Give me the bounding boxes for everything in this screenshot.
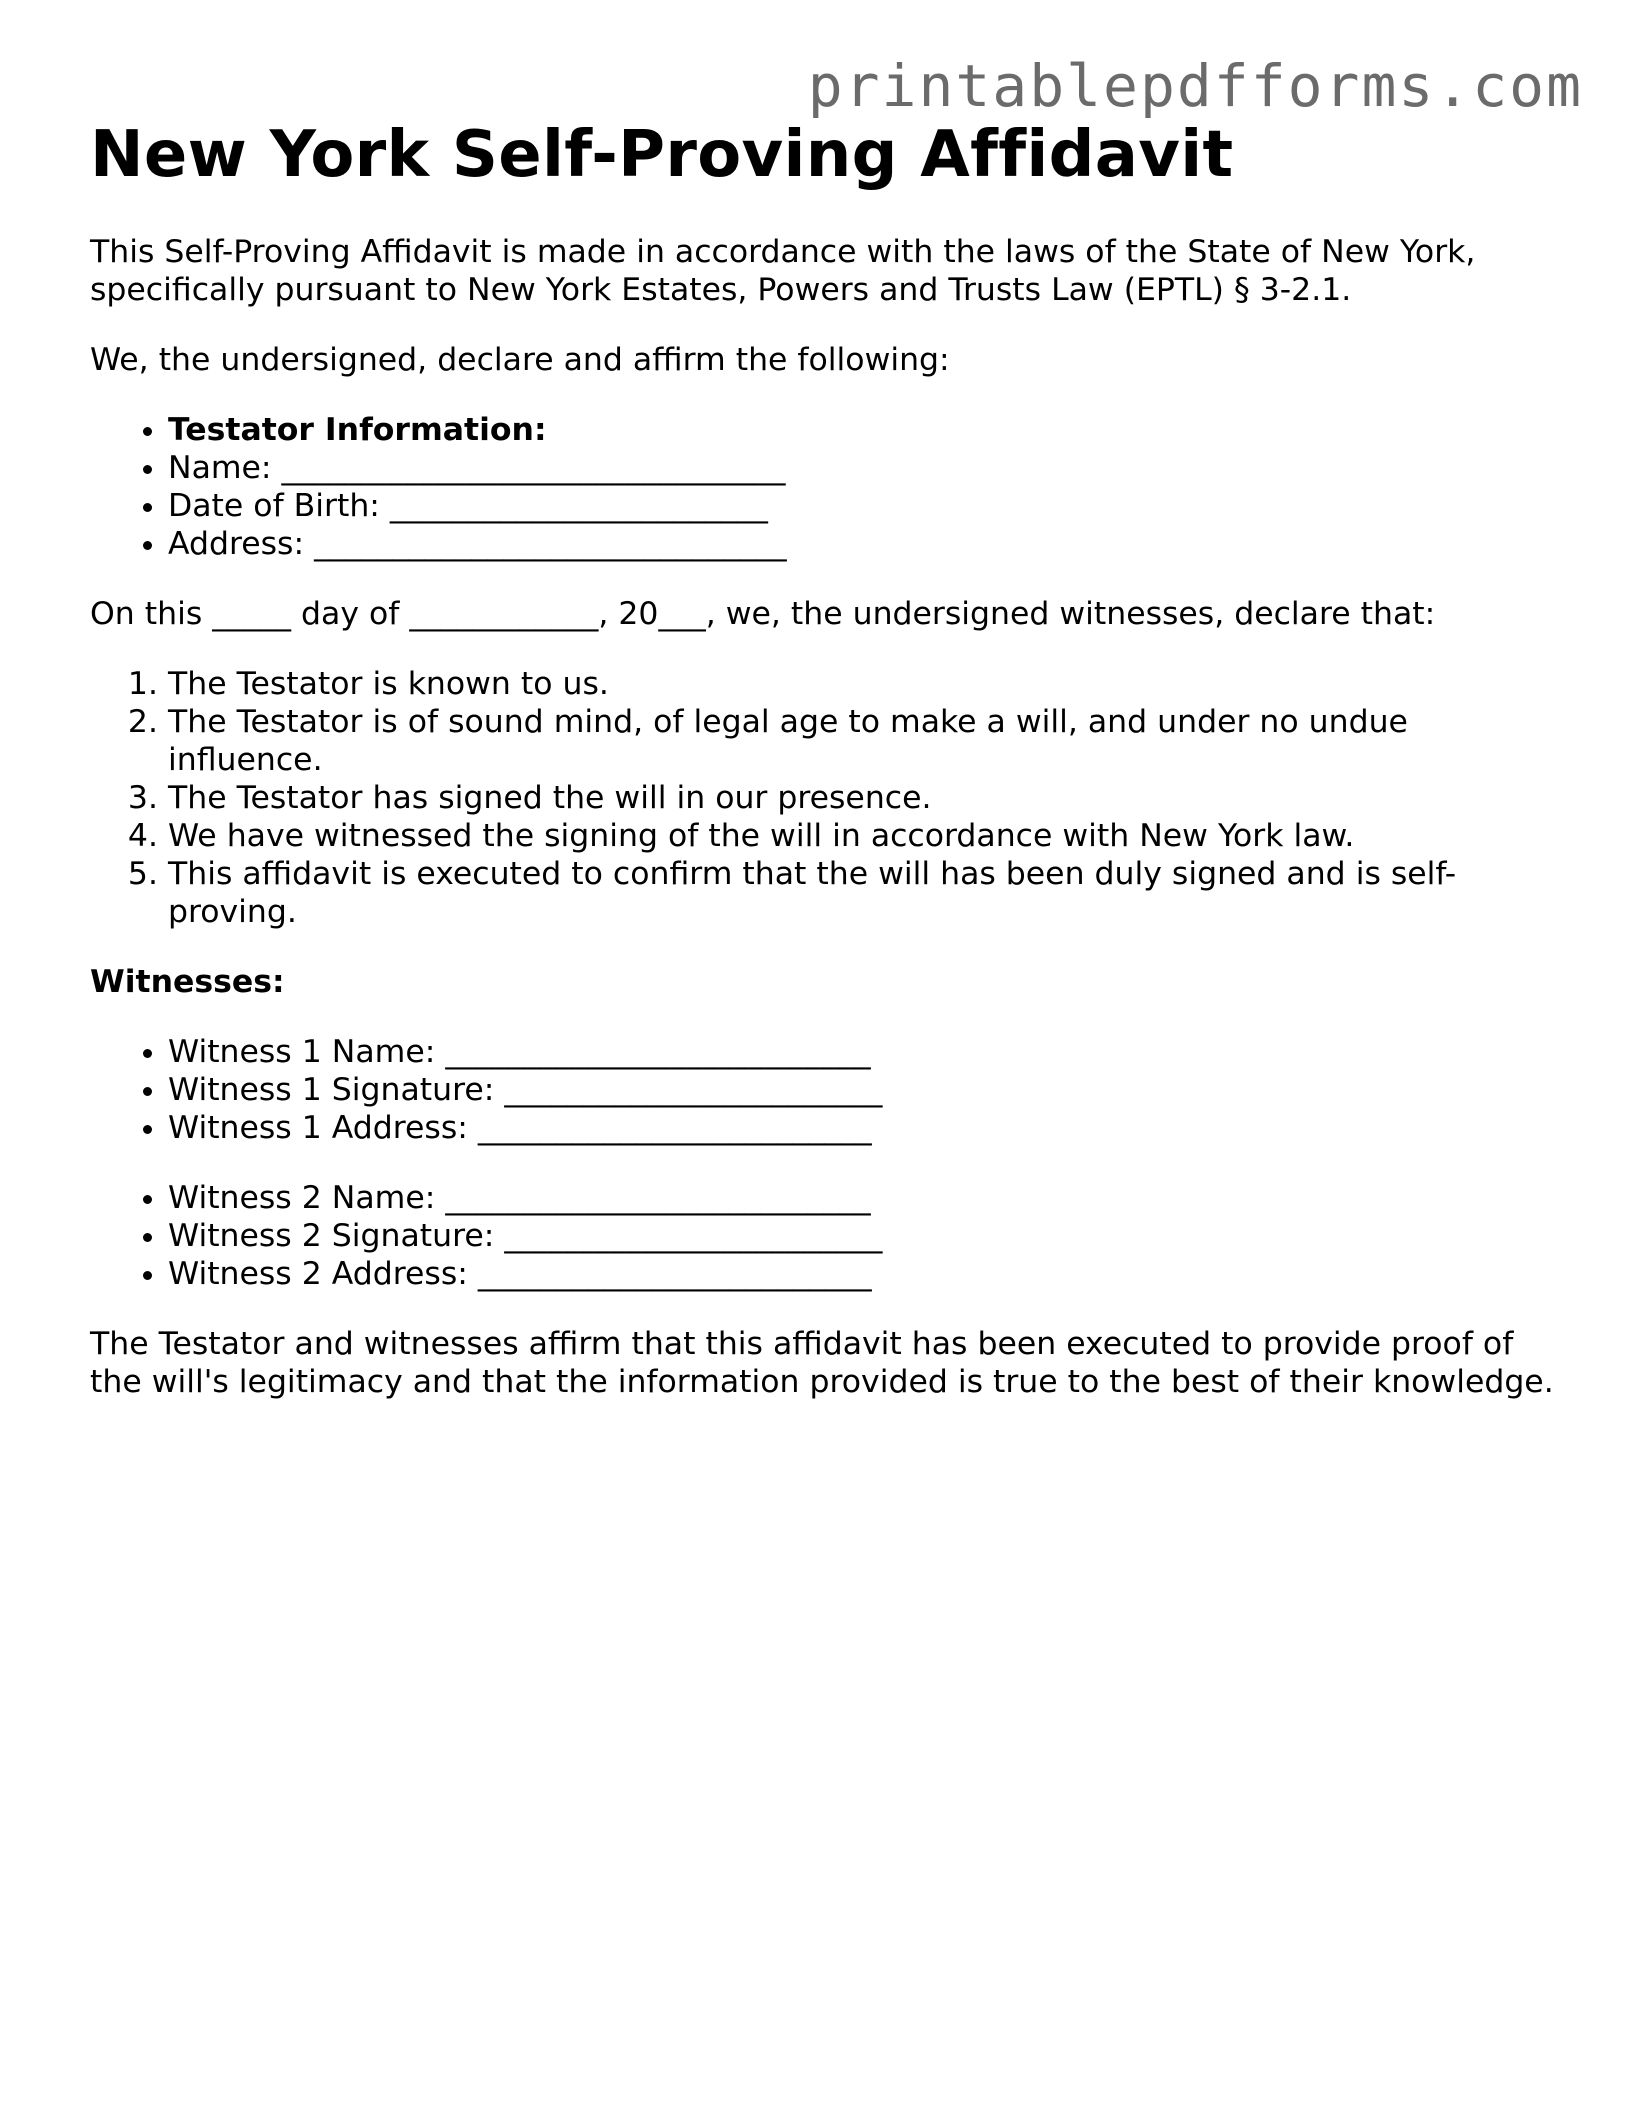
witness-1-signature-field: • Witness 1 Signature: ________________________ — [168, 1071, 1560, 1109]
document-title: New York Self-Proving Affidavit — [90, 118, 1234, 192]
intro-paragraph: This Self-Proving Affidavit is made in accordance with the laws of the State of New York, specifically pursuant to New York Estates, Powers and Trusts Law (EPTL) § 3-2.1. — [90, 234, 1476, 308]
declare-paragraph: We, the undersigned, declare and affirm the following: — [90, 342, 950, 378]
document-page — [90, 115, 1560, 1401]
declaration-item: 1. The Testator is known to us. — [168, 665, 1560, 703]
witness-1-list — [90, 1033, 1560, 1147]
witness-2-name-field: • Witness 2 Name: ___________________________ — [168, 1179, 1560, 1217]
testator-address-field: • Address: ______________________________ — [168, 525, 1560, 563]
witnesses-heading: Witnesses: — [90, 964, 285, 1000]
testator-info-list — [90, 411, 1560, 563]
testator-dob-field: • Date of Birth: ________________________ — [168, 487, 1560, 525]
declaration-item: 3. The Testator has signed the will in our presence. — [168, 779, 1560, 817]
declaration-item: 4. We have witnessed the signing of the will in accordance with New York law. — [168, 817, 1560, 855]
date-line: On this _____ day of ____________, 20___, we, the undersigned witnesses, declare that: — [90, 596, 1436, 632]
testator-info-heading: • Testator Information: — [168, 411, 1560, 449]
watermark: printablepdfforms.com — [807, 52, 1583, 120]
witness-1-address-field: • Witness 1 Address: _________________________ — [168, 1109, 1560, 1147]
declaration-item: 5. This affidavit is executed to confirm that the will has been duly signed and is self-proving. — [168, 855, 1560, 931]
witness-2-signature-field: • Witness 2 Signature: ________________________ — [168, 1217, 1560, 1255]
witness-1-name-field: • Witness 1 Name: ___________________________ — [168, 1033, 1560, 1071]
declaration-item: 2. The Testator is of sound mind, of legal age to make a will, and under no undue influence. — [168, 703, 1560, 779]
witness-2-list — [90, 1179, 1560, 1293]
declaration-list — [90, 665, 1560, 931]
witness-2-address-field: • Witness 2 Address: _________________________ — [168, 1255, 1560, 1293]
testator-name-field: • Name: ________________________________ — [168, 449, 1560, 487]
closing-paragraph: The Testator and witnesses affirm that this affidavit has been executed to provide proof of the will's legitimacy and that the information provided is true to the best of their knowledge. — [90, 1326, 1554, 1400]
